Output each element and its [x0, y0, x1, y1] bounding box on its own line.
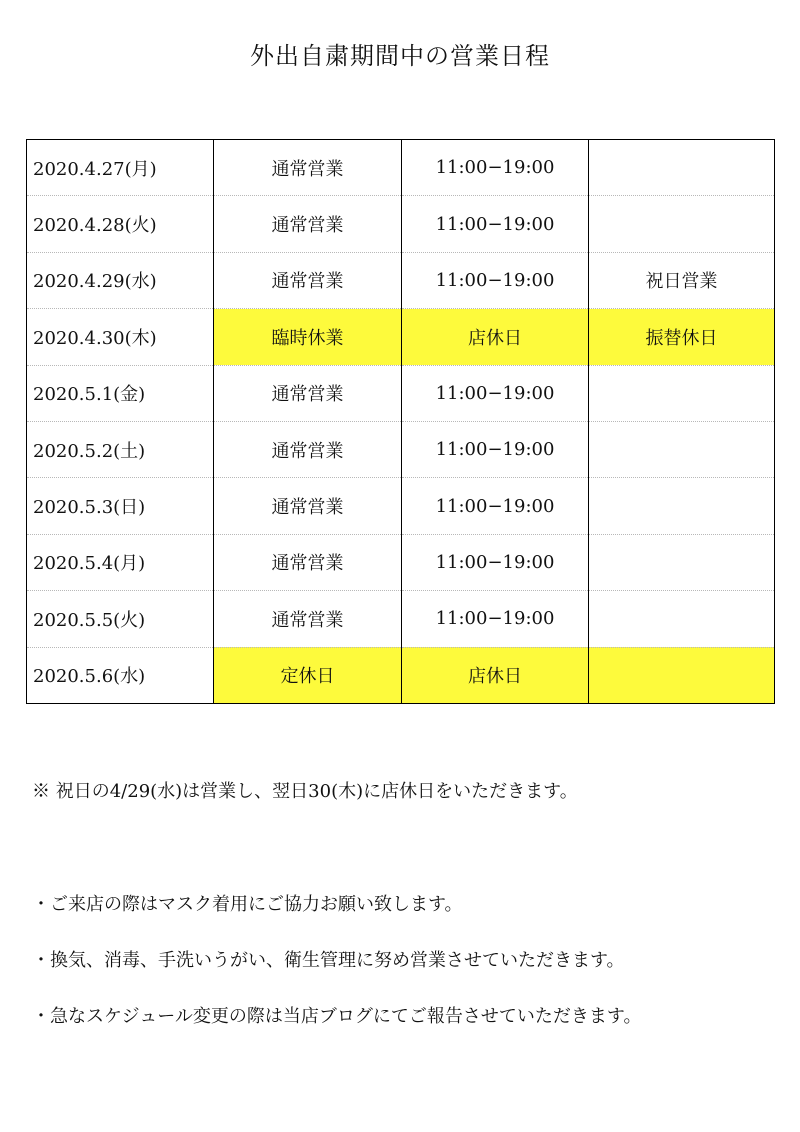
hours-cell: 11:00−19:00: [402, 140, 589, 196]
table-row: [27, 534, 775, 590]
table-row: [27, 421, 775, 477]
status-cell: 臨時休業: [214, 309, 402, 365]
hours-cell: 11:00−19:00: [402, 421, 589, 477]
date-cell: 2020.5.1(金): [27, 365, 214, 421]
status-cell: 定休日: [214, 647, 402, 703]
hours-cell: 11:00−19:00: [402, 478, 589, 534]
status-cell: 通常営業: [214, 421, 402, 477]
table-row: [27, 365, 775, 421]
note-cell: [589, 534, 775, 590]
date-cell: 2020.4.27(月): [27, 140, 214, 196]
status-cell: 通常営業: [214, 591, 402, 647]
date-cell: 2020.5.2(土): [27, 421, 214, 477]
table-row: [27, 140, 775, 196]
date-cell: 2020.5.3(日): [27, 478, 214, 534]
date-cell: 2020.4.30(木): [27, 309, 214, 365]
hours-cell: 11:00−19:00: [402, 252, 589, 308]
note-cell: [589, 478, 775, 534]
table-row: [27, 647, 775, 703]
date-cell: 2020.4.29(水): [27, 252, 214, 308]
note-cell: [589, 421, 775, 477]
notice-hygiene: ・換気、消毒、手洗いうがい、衛生管理に努め営業させていただきます。: [32, 950, 625, 971]
table-row: [27, 591, 775, 647]
status-cell: 通常営業: [214, 196, 402, 252]
table-row: [27, 196, 775, 252]
status-cell: 通常営業: [214, 534, 402, 590]
table-row: [27, 252, 775, 308]
hours-cell: 11:00−19:00: [402, 196, 589, 252]
note-cell: [589, 365, 775, 421]
table-row: [27, 309, 775, 365]
notice-mask: ・ご来店の際はマスク着用にご協力お願い致します。: [32, 894, 463, 915]
hours-cell: 11:00−19:00: [402, 534, 589, 590]
status-cell: 通常営業: [214, 252, 402, 308]
hours-cell: 11:00−19:00: [402, 365, 589, 421]
date-cell: 2020.5.6(水): [27, 647, 214, 703]
note-cell: [589, 140, 775, 196]
status-cell: 通常営業: [214, 140, 402, 196]
footnote: ※ 祝日の4/29(水)は営業し、翌日30(木)に店休日をいただきます。: [32, 781, 578, 802]
hours-cell: 店休日: [402, 647, 589, 703]
notice-schedule-change: ・急なスケジュール変更の際は当店ブログにてご報告させていただきます。: [32, 1006, 642, 1027]
hours-cell: 店休日: [402, 309, 589, 365]
schedule-table: [26, 139, 775, 704]
date-cell: 2020.4.28(火): [27, 196, 214, 252]
status-cell: 通常営業: [214, 478, 402, 534]
note-cell: 祝日営業: [589, 252, 775, 308]
note-cell: 振替休日: [589, 309, 775, 365]
hours-cell: 11:00−19:00: [402, 591, 589, 647]
note-cell: [589, 647, 775, 703]
note-cell: [589, 591, 775, 647]
date-cell: 2020.5.4(月): [27, 534, 214, 590]
date-cell: 2020.5.5(火): [27, 591, 214, 647]
table-row: [27, 478, 775, 534]
page-title: 外出自粛期間中の営業日程: [250, 42, 550, 70]
note-cell: [589, 196, 775, 252]
status-cell: 通常営業: [214, 365, 402, 421]
